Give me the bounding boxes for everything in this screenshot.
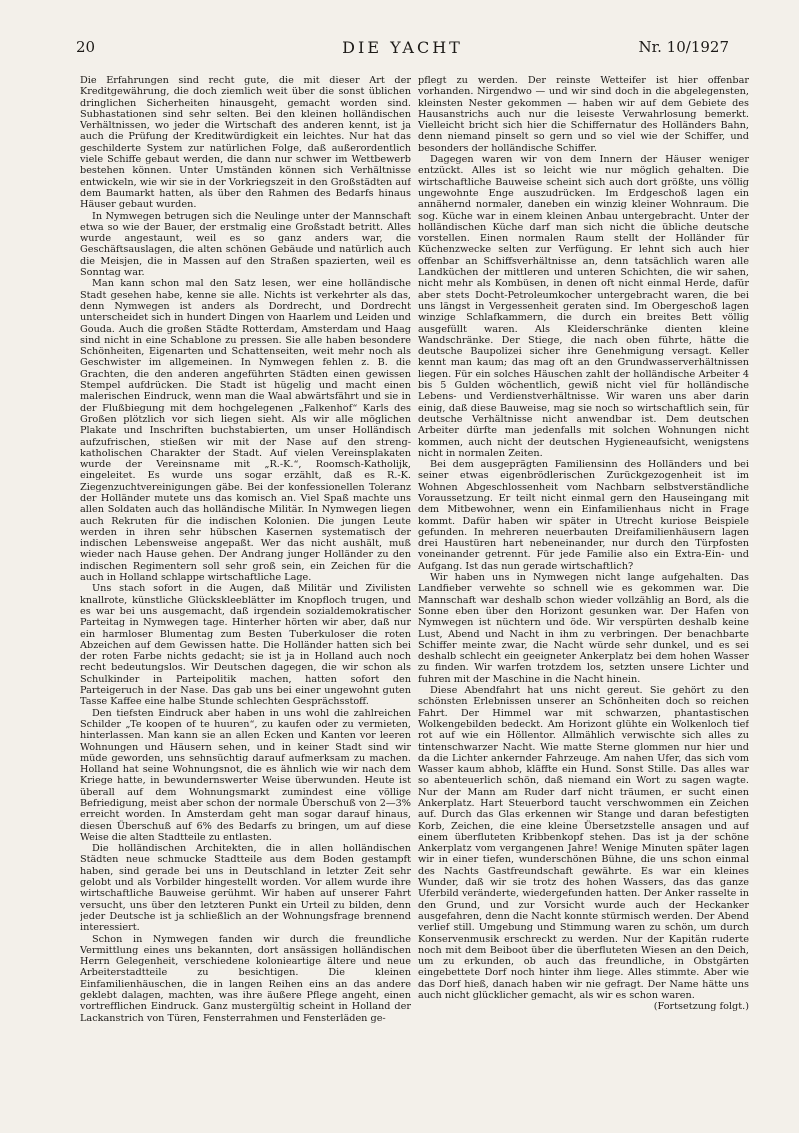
paragraph: Man kann schon mal den Satz lesen, wer eine holländische Stadt gesehen habe, kenne sie alle. Nichts ist verkehrter als das, denn Nymwegen ist anders als Dordrecht, und Dordrecht unterscheidet sich in hundert Dingen von Haarlem und Leiden und Gouda. Auch die großen Städte Rotterdam, Amsterdam und Haag sind nicht in eine Schablone zu pressen. Sie alle haben besondere Schönheiten, Eigenarten und Schattenseiten, weit mehr noch als Geschwister im allgemeinen. In Nymwegen fehlen z. B. die Grachten, die den anderen angeführten Städten einen gewissen Stempel aufdrücken. Die Stadt ist hügelig und macht einen malerischen Eindruck, wenn man die Waal abwärtsfährt und sie in der Flußbiegung mit dem hochgelegenen „Falkenhof“ Karls des Großen plötzlich vor sich liegen sieht. Als wir alle möglichen Plakate und Inschriften buchstabierten, um unser Holländisch aufzufrischen, stießen wir mit der Nase auf den streng-katholischen Charakter der Stadt. Auf vielen Vereinsplakaten wurde der Vereinsname mit „R.-K.“, Roomsch-Katholijk, eingeleitet. Es wurde uns sogar erzählt, daß es R.-K. Ziegenzuchtvereinigungen gäbe. Bei der konfessionellen Toleranz der Holländer mutete uns das komisch an. Viel Spaß machte uns allen Soldaten auch das holländische Militär. In Nymwegen liegen auch Rekruten für die indischen Kolonien. Die jungen Leute werden in ihren sehr hübschen Kasernen systematisch der indischen Lebensweise angepaßt. Wer das nicht aushält, muß wieder nach Hause gehen. Der Andrang junger Holländer zu den indischen Regimentern soll sehr groß sein, ein Zeichen für die auch in Holland schlappe wirtschaftliche Lage. — [80, 278, 411, 584]
paragraph: Bei dem ausgeprägten Familiensinn des Holländers und bei seiner etwas eigenbrödlerischen Zurückgezogenheit ist im Wohnen Abgeschlossenheit vom Nachbarn selbstverständliche Voraussetzung. Er teilt nicht einmal gern den Hauseingang mit dem Mitbewohner, wenn ein Einfamilienhaus nicht in Frage kommt. Dafür haben wir später in Utrecht kuriose Beispiele gefunden. In mehreren neuerbauten Dreifamilienhäusern lagen drei Haustüren hart nebeneinander, nur durch den Türpfosten voneinander getrennt. Für jede Familie also ein Extra-Ein- und Aufgang. Ist das nun gerade wirtschaftlich? — [418, 459, 749, 572]
paragraph: Den tiefsten Eindruck aber haben in uns wohl die zahlreichen Schilder „Te koopen of te huuren“, zu kaufen oder zu vermieten, hinterlassen. Man kann sie an allen Ecken und Kanten vor leeren Wohnungen und Häusern sehen, und in keiner Stadt sind wir müde geworden, uns sehnsüchtig darauf aufmerksam zu machen. Holland hat seine Wohnungsnot, die es ähnlich wie wir nach dem Kriege hatte, in bewundernswerter Weise überwunden. Heute ist überall auf dem Wohnungsmarkt zumindest eine völlige Befriedigung, meist aber schon der normale Überschuß von 2—3% erreicht worden. In Amsterdam geht man sogar darauf hinaus, diesen Überschuß auf 6% des Bedarfs zu bringen, um auf diese Weise die alten Stadtteile zu entlasten. — [80, 707, 411, 843]
left-column — [80, 75, 411, 1105]
paragraph: Wir haben uns in Nymwegen nicht lange aufgehalten. Das Landfieber verwehte so schnell wie es gekommen war. Die Mannschaft war deshalb schon wieder vollzählig an Bord, als die Sonne eben über den Horizont gesunken war. Der Hafen von Nymwegen ist nüchtern und öde. Wir verspürten deshalb keine Lust, Abend und Nacht in ihm zu verbringen. Der benachbarte Schiffer meinte zwar, die Nacht würde sehr dunkel, und es sei deshalb schlecht ein geeigneter Ankerplatz bei dem hohen Wasser zu finden. Wir warfen trotzdem los, setzten unsere Lichter und fuhren mit der Maschine in die Nacht hinein. — [418, 572, 749, 685]
page-number: 20 — [76, 38, 96, 56]
continuation-note: (Fortsetzung folgt.) — [653, 1001, 749, 1013]
paragraph: Schon in Nymwegen fanden wir durch die freundliche Vermittlung eines uns bekannten, dort ansässigen holländischen Herrn Gelegenheit, verschiedene koloniеartige ältere und neue Arbeiterstadtteile zu besichtigen. Die kleinen Einfamilienhäuschen, die in langen Reihen eins an das andere geklebt dalagen, machten, was ihre äußere Pflege angeht, einen vortrefflichen Eindruck. Ganz mustergültig scheint in Holland der Lackanstrich von Türen, Fensterrahmen und Fensterläden ge- — [80, 933, 411, 1024]
paragraph: Die holländischen Architekten, die in allen holländischen Städten neue schmucke Stadtteile aus dem Boden gestampft haben, sind gerade bei uns in Deutschland in letzter Zeit sehr gelobt und als Vorbilder hingestellt worden. Vor allem wurde ihre wirtschaftliche Bauweise gerühmt. Wir haben auf unserer Fahrt versucht, uns über den letzteren Punkt ein Urteil zu bilden, denn jeder Deutsche ist ja schließlich an der Wohnungsfrage brennend interessiert. — [80, 843, 411, 934]
paragraph: Dagegen waren wir von dem Innern der Häuser weniger entzückt. Alles ist so leicht wie nur möglich gehalten. Die wirtschaftliche Bauweise scheint sich auch dort größte, uns völlig ungewohnte Enge auszudrücken. Im Erdgeschoß lagen ein annähernd normaler, daneben ein winzig kleiner Wohnraum. Die sog. Küche war in einem kleinen Anbau untergebracht. Unter der holländischen Küche darf man sich nicht die übliche deutsche vorstellen. Einen normalen Raum stellt der Holländer für Küchenzwecke selten zur Verfügung. Er lehnt sich auch hier offenbar an Schiffsverhältnisse an, denn tatsächlich waren alle Landküchen der mittleren und unteren Schichten, die wir sahen, nicht mehr als Kombüsen, in denen oft nicht einmal Herde, dafür aber stets Docht-Petroleumkocher untergebracht waren, die bei uns längst in Vergessenheit geraten sind. Im Obergeschoß lagen winzige Schlafkammern, die durch ein breites Bett völlig ausgefüllt waren. Als Kleiderschränke dienten kleine Wandschränke. Der Stiege, die nach oben führte, hätte die deutsche Baupolizei sicher ihre Genehmigung versagt. Keller kennt man kaum; das mag oft an den Grundwasserverhältnissen liegen. Für ein solches Häuschen zahlt der holländische Arbeiter 4 bis 5 Gulden wöchentlich, gewiß nicht viel für holländische Lebens- und Verdienstverhältnisse. Wir waren uns aber darin einig, daß diese Bauweise, mag sie noch so wirtschaftlich sein, für deutsche Verhältnisse nicht anwendbar ist. Dem deutschen Arbeiter dürfte man jedenfalls mit solchen Wohnungen nicht kommen, auch nicht der deutschen Hygieneaufsicht, wenigstens nicht in normalen Zeiten. — [418, 154, 749, 459]
right-column — [418, 75, 749, 1105]
issue-number: Nr. 10/1927 — [638, 38, 729, 56]
paragraph: Uns stach sofort in die Augen, daß Militär und Zivilisten knallrote, künstliche Glückskleeblätter im Knopfloch trugen, und es war bei uns ausgemacht, daß irgendein sozialdemokratischer Parteitag in Nymwegen tage. Hinterher hörten wir aber, daß nur ein harmloser Blumentag zum Besten Tuberkuloser die roten Abzeichen auf dem Gewissen hatte. Die Holländer hatten sich bei der roten Farbe nichts gedacht; sie ist ja in Holland auch noch recht bedeutungslos. Wir Deutschen dagegen, die wir schon als Schulkinder in Parteipolitik machen, hatten sofort den Parteigeruch in der Nase. Das gab uns bei einer ungewohnt guten Tasse Kaffee eine halbe Stunde schlechten Gesprächsstoff. — [80, 583, 411, 708]
paragraph: In Nymwegen betrugen sich die Neulinge unter der Mannschaft etwa so wie der Bauer, der erstmalig eine Großstadt betritt. Alles wurde angestaunt, weil es so ganz anders war, die Geschäftsauslagen, die alten schönen Gebäude und natürlich auch die Meisjen, die in Massen auf den Straßen spazierten, weil es Sonntag war. — [80, 210, 411, 279]
paragraph: pflegt zu werden. Der reinste Wetteifer ist hier offenbar vorhanden. Nirgendwo — und wir sind doch in die abgelegensten, kleinsten Nester gekommen — haben wir auf dem Gebiete des Hausanstrichs auch nur die leiseste Verwahrlosung bemerkt. Vielleicht bricht sich hier die Schiffernatur des Holländers Bahn, denn niemand pinselt so gern und so viel wie der Schiffer, und besonders der holländische Schiffer. — [418, 75, 749, 154]
paragraph: Die Erfahrungen sind recht gute, die mit dieser Art der Kreditgewährung, die doch ziemlich weit über die sonst üblichen dringlichen Sicherheiten hinausgeht, gemacht worden sind. Subhastationen sind sehr selten. Bei den kleinen holländischen Verhältnissen, wo jeder die Wirtschaft des anderen kennt, ist ja auch die Prüfung der Kreditwürdigkeit ein leichtes. Nur hat das geschilderte System zur natürlichen Folge, daß außerordentlich viele Schiffe gebaut werden, die dann nur schwer im Wettbewerb bestehen können. Unter Umständen können sich Verhältnisse entwickeln, wie wir sie in der Vorkriegszeit in den Großstädten auf dem Baumarkt hatten, als über den Rahmen des Bedarfs hinaus Häuser gebaut wurden. — [80, 75, 411, 211]
page-header — [76, 38, 729, 60]
journal-title: DIE YACHT — [342, 38, 463, 57]
paragraph: Diese Abendfahrt hat uns nicht gereut. Sie gehört zu den schönsten Erlebnissen unserer an Schönheiten doch so reichen Fahrt. Der Himmel war mit schwarzen, phantastischen Wolkengebilden bedeckt. Am Horizont glühte ein Wolkenloch tief rot auf wie ein Höllentor. Allmählich verwischte sich alles zu tintenschwarzer Nacht. Wie matte Sterne glommen nur hier und da die Lichter ankernder Fahrzeuge. Am nahen Ufer, das sich vom Wasser kaum abhob, kläffte ein Hund. Sonst Stille. Das alles war so abenteuerlich schön, daß niemand ein Wort zu sagen wagte. Nur der Mann am Ruder darf nicht träumen, er sucht einen Ankerplatz. Hart Steuerbord taucht verschwommen ein Zeichen auf. Durch das Glas erkennen wir Stange und daran befestigten Korb, Zeichen, die eine kleine Übersetzstelle ansagen und auf einem überfluteten Kribbenkopf stehen. Das ist ja der schöne Ankerplatz vom vergangenen Jahre! Wenige Minuten später lagen wir in einer tiefen, wunderschönen Bühne, die uns schon einmal des Nachts Gastfreundschaft gewährte. Es war ein kleines Wunder, daß wir sie trotz des hohen Wassers, das das ganze Uferbild veränderte, wiedergefunden hatten. Der Anker rasselte in den Grund, und zur Vorsicht wurde auch der Heckanker ausgefahren, denn die Nacht konnte stürmisch werden. Der Abend verlief still. Umgebung und Stimmung waren zu schön, um durch Konservenmusik erschreckt zu werden. Nur der Kapitän ruderte noch mit dem Beiboot über die überfluteten Wiesen an den Deich, um zu erkunden, ob auch das freundliche, in Obstgärten eingebettete Dorf noch hinter ihm liege. Alles stimmte. Aber wie das Dorf hieß, danach haben wir nie gefragt. Der Name hätte uns auch nicht glücklicher gemacht, als wir es schon waren. — [418, 685, 749, 1002]
